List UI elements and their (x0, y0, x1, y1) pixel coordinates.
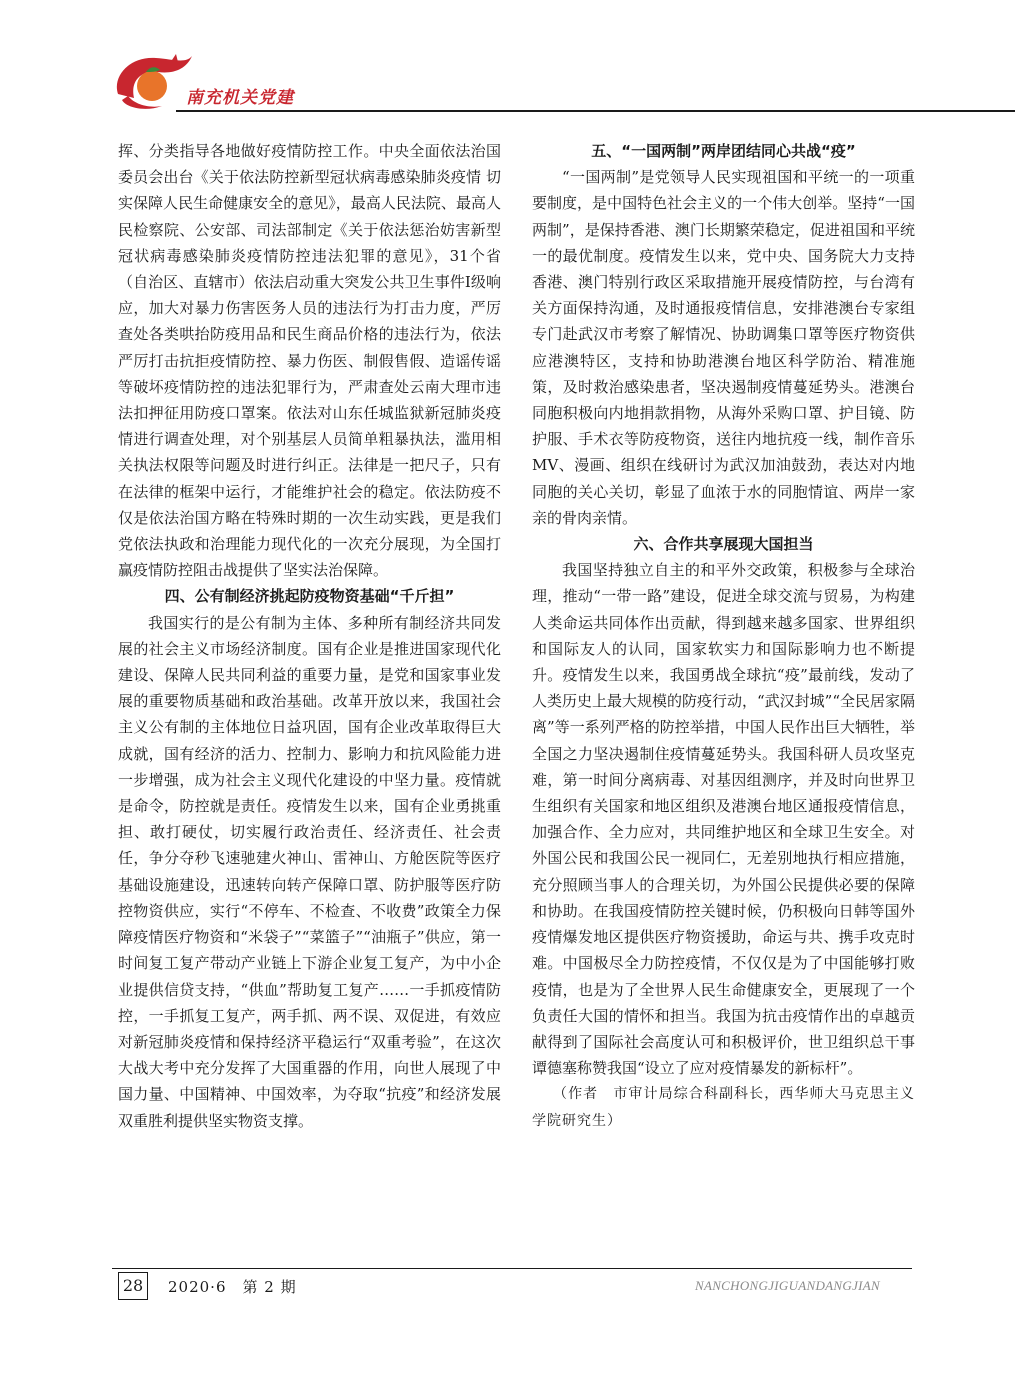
paragraph-one-country-two-systems: “一国两制”是党领导人民实现祖国和平统一的一项重要制度，是中国特色社会主义的一个伟大创举。坚持“一国两制”，是保持香港、澳门长期繁荣稳定，促进祖国和平统一的最优制度。疫情发生以来，党中央、国务院大力支持香港、澳门特别行政区采取措施开展疫情防控，与台湾有关方面保持沟通，及时通报疫情信息，安排港澳台专家组专门赴武汉市考察了解情况、协助调集口罩等医疗物资供应港澳特区，支持和协助港澳台地区科学防治、精准施策，及时救治感染患者，坚决遏制疫情蔓延势头。港澳台同胞积极向内地捐款捐物，从海外采购口罩、护目镜、防护服、手术衣等防疫物资，送往内地抗疫一线，制作音乐MV、漫画、组织在线研讨为武汉加油鼓劲，表达对内地同胞的关心关切，彰显了血浓于水的同胞情谊、两岸一家亲的骨肉亲情。 (532, 168, 915, 527)
right-column (532, 138, 915, 1134)
page-header (0, 0, 1015, 118)
left-column (118, 138, 501, 1134)
section-heading-4: 四、公有制经济挑起防疫物资基础“千斤担” (164, 587, 455, 606)
author-note: （作者 市审计局综合科副科长，西华师大马克思主义学院研究生） (532, 1086, 915, 1129)
paragraph-public-ownership: 我国实行的是公有制为主体、多种所有制经济共同发展的社会主义市场经济制度。国有企业是推进国家现代化建设、保障人民共同利益的重要力量，是党和国家事业发展的重要物质基础和政治基础。改革开放以来，我国社会主义公有制的主体地位日益巩固，国有企业改革取得巨大成就，国有经济的活力、控制力、影响力和抗风险能力进一步增强，成为社会主义现代化建设的中坚力量。疫情就是命令，防控就是责任。疫情发生以来，国有企业勇挑重担、敢打硬仗，切实履行政治责任、经济责任、社会责任，争分夺秒飞速驰建火神山、雷神山、方舱医院等医疗基础设施建设，迅速转向转产保障口罩、防护服等医疗防控物资供应，实行“不停车、不检查、不收费”政策全力保障疫情医疗物资和“米袋子”“菜篮子”“油瓶子”供应，第一时间复工复产带动产业链上下游企业复工复产，为中小企业提供信贷支持，“供血”帮助复工复产……一手抓疫情防控，一手抓复工复产，两手抓、两不误、双促进，有效应对新冠肺炎疫情和保持经济平稳运行“双重考验”，在这次大战大考中充分发挥了大国重器的作用，向世人展现了中国力量、中国精神、中国效率，为夺取“抗疫”和经济发展双重胜利提供坚实物资支撑。 (118, 613, 501, 1130)
paragraph-global-cooperation: 我国坚持独立自主的和平外交政策，积极参与全球治理，推动“一带一路”建设，促进全球交流与贸易，为构建人类命运共同体作出贡献，得到越来越多国家、世界组织和国际友人的认同，国家软实力和国际影响力也不断提升。疫情发生以来，我国勇战全球抗“疫”最前线，发动了人类历史上最大规模的防疫行动，“武汉封城”“全民居家隔离”等一系列严格的防控举措，中国人民作出巨大牺牲，举全国之力坚决遏制住疫情蔓延势头。我国科研人员攻坚克难，第一时间分离病毒、对基因组测序，并及时向世界卫生组织有关国家和地区组织及港澳台地区通报疫情信息，加强合作、全力应对，共同维护地区和全球卫生安全。对外国公民和我国公民一视同仁，无差别地执行相应措施，充分照顾当事人的合理关切，为外国公民提供必要的保障和协助。在我国疫情防控关键时候，仍积极向日韩等国外疫情爆发地区提供医疗物资援助，命运与共、携手攻克时难。中国极尽全力防控疫情，不仅仅是为了中国能够打败疫情，也是为了全世界人民生命健康安全，更展现了一个负责任大国的情怀和担当。我国为抗击疫情作出的卓越贡献得到了国际社会高度认可和积极评价，世卫组织总干事谭德塞称赞我国“设立了应对疫情暴发的新标杆”。 (532, 561, 916, 1078)
issue-label: 2020·6 第 2 期 (168, 1278, 297, 1296)
footer-latin-title: NANCHONGJIGUANDANGJIAN (695, 1278, 880, 1293)
footer-divider (112, 1268, 912, 1269)
magazine-title: 南充机关党建 (186, 88, 294, 108)
section-heading-5: 五、“一国两制”两岸团结同心共战“疫” (591, 142, 856, 160)
header-divider (176, 110, 1015, 112)
magazine-logo-icon (112, 50, 194, 114)
section-heading-6: 六、合作共享展现大国担当 (633, 535, 814, 554)
page-number: 28 (118, 1272, 148, 1300)
paragraph-rule-of-law: 挥、分类指导各地做好疫情防控工作。中央全面依法治国委员会出台《关于依法防控新型冠状病毒感染肺炎疫情 切实保障人民生命健康安全的意见》，最高人民法院、最高人民检察院、公安部、司法部制定《关于依法惩治妨害新型冠状病毒感染肺炎疫情防控违法犯罪的意见》，31个省（自治区、直辖市）依法启动重大突发公共卫生事件Ⅰ级响应，加大对暴力伤害医务人员的违法行为打击力度，严厉查处各类哄抬防疫用品和民生商品价格的违法行为，依法严厉打击抗拒疫情防控、暴力伤医、制假售假、造谣传谣等破坏疫情防控的违法犯罪行为，严肃查处云南大理市违法扣押征用防疫口罩案。依法对山东任城监狱新冠肺炎疫情进行调查处理，对个别基层人员简单粗暴执法，滥用相关执法权限等问题及时进行纠正。法律是一把尺子，只有在法律的框架中运行，才能维护社会的稳定。依法防疫不仅是依法治国方略在特殊时期的一次生动实践，更是我们党依法执政和治理能力现代化的一次充分展现，为全国打赢疫情防控阻击战提供了坚实法治保障。 (118, 142, 501, 580)
